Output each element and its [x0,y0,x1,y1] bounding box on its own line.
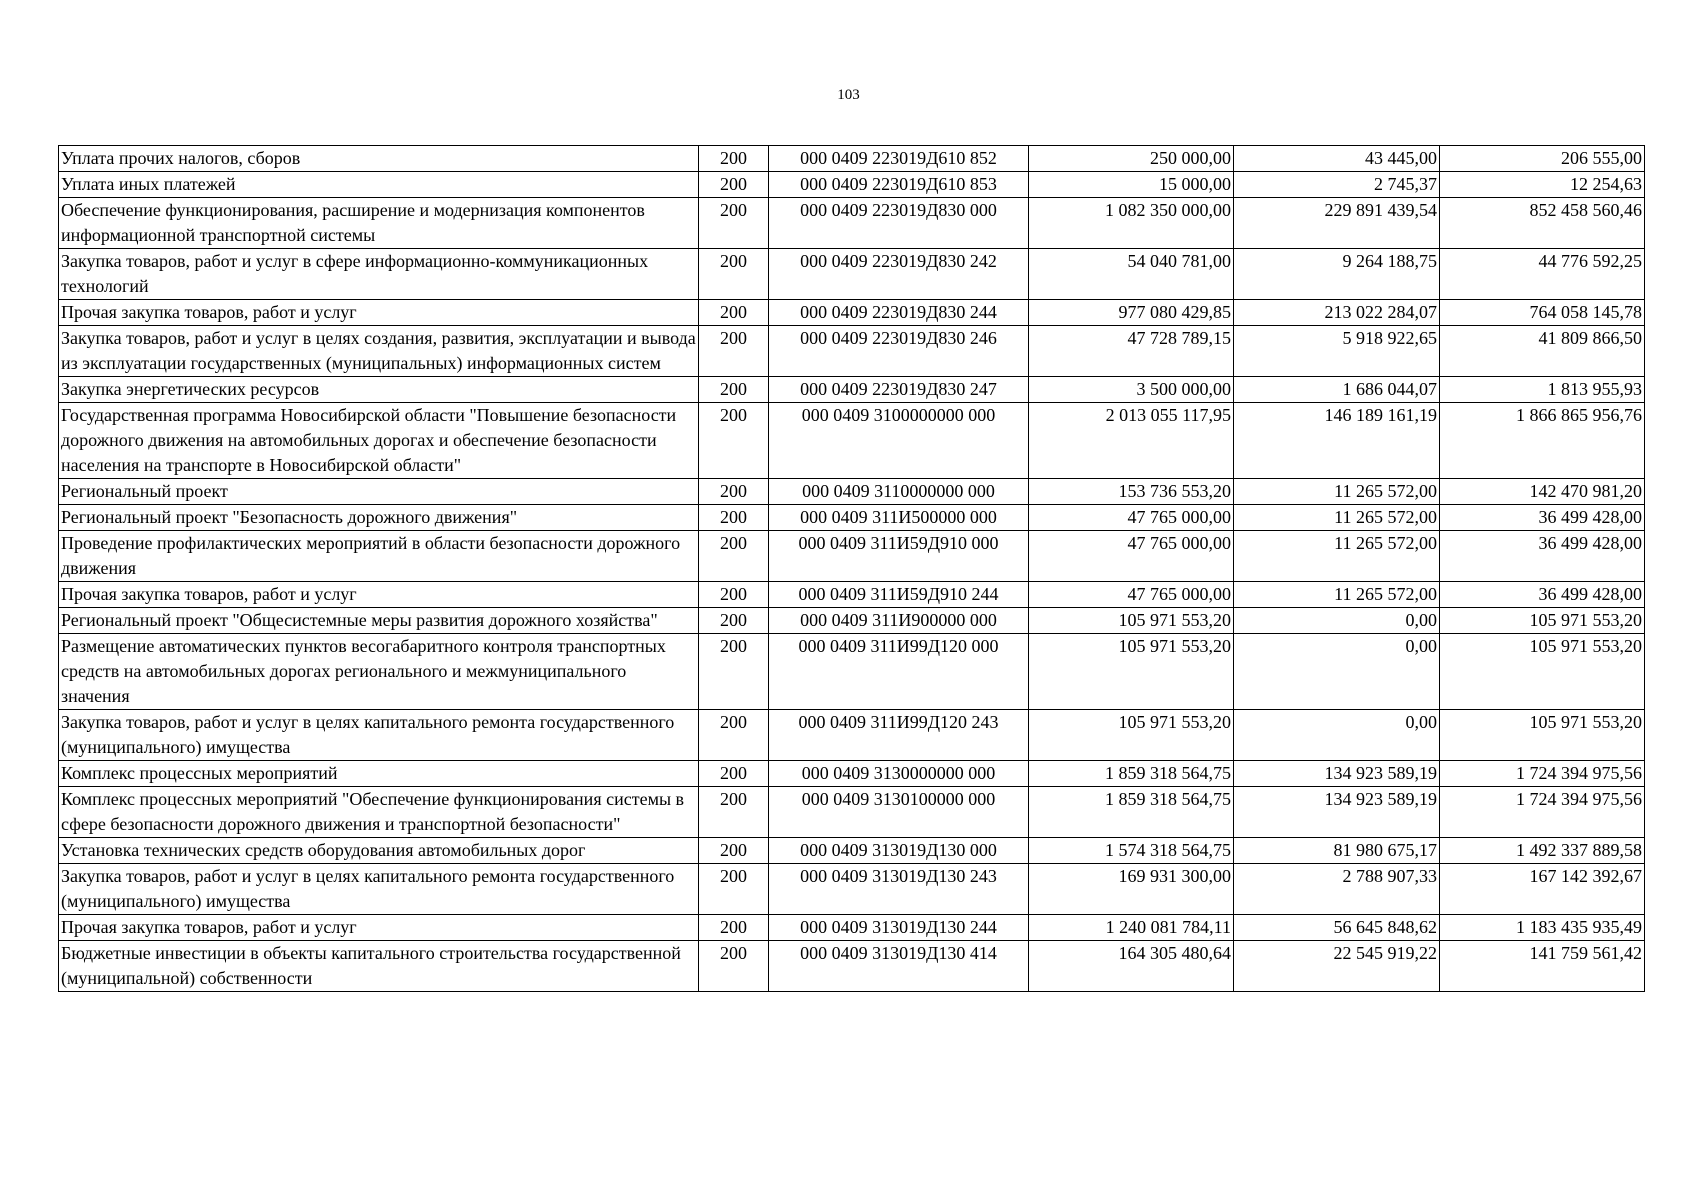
row-unexecuted-cell: 105 971 553,20 [1440,608,1645,634]
row-approved-cell: 977 080 429,85 [1029,300,1234,326]
table-row [59,634,1645,710]
table-row [59,941,1645,992]
row-code-cell: 200 [699,249,769,300]
row-name-cell: Закупка товаров, работ и услуг в сфере информационно-коммуникационных технологий [59,249,699,300]
table-row [59,249,1645,300]
table-row [59,838,1645,864]
row-approved-cell: 47 765 000,00 [1029,582,1234,608]
row-code-cell: 200 [699,710,769,761]
table-body [59,146,1645,992]
row-executed-cell: 134 923 589,19 [1234,787,1440,838]
page-number: 103 [837,87,860,103]
row-budget-code-cell: 000 0409 313019Д130 244 [769,915,1029,941]
row-approved-cell: 15 000,00 [1029,172,1234,198]
row-name-cell: Комплекс процессных мероприятий [59,761,699,787]
row-name-cell: Бюджетные инвестиции в объекты капитального строительства государственной (муниципальной) собственности [59,941,699,992]
row-approved-cell: 54 040 781,00 [1029,249,1234,300]
row-unexecuted-cell: 1 183 435 935,49 [1440,915,1645,941]
row-unexecuted-cell: 141 759 561,42 [1440,941,1645,992]
row-executed-cell: 2 788 907,33 [1234,864,1440,915]
table-row [59,146,1645,172]
row-budget-code-cell: 000 0409 223019Д830 244 [769,300,1029,326]
row-executed-cell: 5 918 922,65 [1234,326,1440,377]
row-approved-cell: 1 240 081 784,11 [1029,915,1234,941]
row-code-cell: 200 [699,761,769,787]
row-code-cell: 200 [699,787,769,838]
row-code-cell: 200 [699,198,769,249]
row-budget-code-cell: 000 0409 223019Д830 247 [769,377,1029,403]
row-budget-code-cell: 000 0409 311И900000 000 [769,608,1029,634]
row-executed-cell: 0,00 [1234,608,1440,634]
row-code-cell: 200 [699,582,769,608]
row-approved-cell: 105 971 553,20 [1029,634,1234,710]
row-unexecuted-cell: 44 776 592,25 [1440,249,1645,300]
row-code-cell: 200 [699,634,769,710]
row-approved-cell: 169 931 300,00 [1029,864,1234,915]
table-row [59,761,1645,787]
table-row [59,172,1645,198]
row-budget-code-cell: 000 0409 313019Д130 243 [769,864,1029,915]
row-name-cell: Региональный проект "Общесистемные меры развития дорожного хозяйства" [59,608,699,634]
row-approved-cell: 1 574 318 564,75 [1029,838,1234,864]
row-code-cell: 200 [699,146,769,172]
row-approved-cell: 47 765 000,00 [1029,505,1234,531]
row-unexecuted-cell: 105 971 553,20 [1440,710,1645,761]
row-code-cell: 200 [699,864,769,915]
row-unexecuted-cell: 142 470 981,20 [1440,479,1645,505]
row-budget-code-cell: 000 0409 311И500000 000 [769,505,1029,531]
row-name-cell: Региональный проект "Безопасность дорожного движения" [59,505,699,531]
row-code-cell: 200 [699,531,769,582]
row-name-cell: Комплекс процессных мероприятий "Обеспечение функционирования системы в сфере безопасности дорожного движения и транспортной безопасности" [59,787,699,838]
row-unexecuted-cell: 36 499 428,00 [1440,582,1645,608]
row-approved-cell: 47 728 789,15 [1029,326,1234,377]
table-row [59,377,1645,403]
row-executed-cell: 213 022 284,07 [1234,300,1440,326]
table-row [59,915,1645,941]
row-unexecuted-cell: 105 971 553,20 [1440,634,1645,710]
row-budget-code-cell: 000 0409 3100000000 000 [769,403,1029,479]
row-name-cell: Установка технических средств оборудования автомобильных дорог [59,838,699,864]
row-name-cell: Обеспечение функционирования, расширение и модернизация компонентов информационной транспортной системы [59,198,699,249]
row-approved-cell: 164 305 480,64 [1029,941,1234,992]
row-unexecuted-cell: 1 724 394 975,56 [1440,787,1645,838]
row-code-cell: 200 [699,505,769,531]
row-name-cell: Закупка товаров, работ и услуг в целях создания, развития, эксплуатации и вывода из эксплуатации государственных (муниципальных) информационных систем [59,326,699,377]
table-row [59,787,1645,838]
row-budget-code-cell: 000 0409 223019Д830 246 [769,326,1029,377]
row-budget-code-cell: 000 0409 311И99Д120 243 [769,710,1029,761]
row-unexecuted-cell: 1 866 865 956,76 [1440,403,1645,479]
row-unexecuted-cell: 1 492 337 889,58 [1440,838,1645,864]
row-executed-cell: 11 265 572,00 [1234,582,1440,608]
row-name-cell: Закупка энергетических ресурсов [59,377,699,403]
row-budget-code-cell: 000 0409 223019Д610 853 [769,172,1029,198]
row-code-cell: 200 [699,172,769,198]
row-budget-code-cell: 000 0409 223019Д830 000 [769,198,1029,249]
table-row [59,326,1645,377]
row-code-cell: 200 [699,941,769,992]
row-executed-cell: 56 645 848,62 [1234,915,1440,941]
table-row [59,710,1645,761]
row-code-cell: 200 [699,403,769,479]
row-code-cell: 200 [699,326,769,377]
row-unexecuted-cell: 764 058 145,78 [1440,300,1645,326]
row-unexecuted-cell: 167 142 392,67 [1440,864,1645,915]
row-code-cell: 200 [699,838,769,864]
row-name-cell: Прочая закупка товаров, работ и услуг [59,582,699,608]
row-budget-code-cell: 000 0409 311И59Д910 244 [769,582,1029,608]
table-row [59,505,1645,531]
row-approved-cell: 1 082 350 000,00 [1029,198,1234,249]
row-executed-cell: 146 189 161,19 [1234,403,1440,479]
table-row [59,403,1645,479]
row-approved-cell: 153 736 553,20 [1029,479,1234,505]
row-executed-cell: 81 980 675,17 [1234,838,1440,864]
row-approved-cell: 1 859 318 564,75 [1029,787,1234,838]
row-executed-cell: 43 445,00 [1234,146,1440,172]
row-executed-cell: 11 265 572,00 [1234,505,1440,531]
row-code-cell: 200 [699,377,769,403]
row-approved-cell: 3 500 000,00 [1029,377,1234,403]
row-budget-code-cell: 000 0409 3130100000 000 [769,787,1029,838]
row-executed-cell: 9 264 188,75 [1234,249,1440,300]
row-unexecuted-cell: 12 254,63 [1440,172,1645,198]
row-executed-cell: 11 265 572,00 [1234,479,1440,505]
row-name-cell: Проведение профилактических мероприятий в области безопасности дорожного движения [59,531,699,582]
row-name-cell: Прочая закупка товаров, работ и услуг [59,915,699,941]
table-row [59,864,1645,915]
row-approved-cell: 105 971 553,20 [1029,608,1234,634]
row-executed-cell: 0,00 [1234,710,1440,761]
row-name-cell: Закупка товаров, работ и услуг в целях капитального ремонта государственного (муниципального) имущества [59,710,699,761]
row-name-cell: Региональный проект [59,479,699,505]
row-executed-cell: 134 923 589,19 [1234,761,1440,787]
row-executed-cell: 22 545 919,22 [1234,941,1440,992]
row-unexecuted-cell: 206 555,00 [1440,146,1645,172]
table-row [59,608,1645,634]
row-name-cell: Уплата прочих налогов, сборов [59,146,699,172]
row-unexecuted-cell: 1 724 394 975,56 [1440,761,1645,787]
row-approved-cell: 2 013 055 117,95 [1029,403,1234,479]
row-name-cell: Государственная программа Новосибирской области "Повышение безопасности дорожного движения на автомобильных дорогах и обеспечение безопасности населения на транспорте в Новосибирской области" [59,403,699,479]
row-approved-cell: 250 000,00 [1029,146,1234,172]
row-unexecuted-cell: 36 499 428,00 [1440,531,1645,582]
table-row [59,300,1645,326]
row-name-cell: Закупка товаров, работ и услуг в целях капитального ремонта государственного (муниципального) имущества [59,864,699,915]
row-executed-cell: 229 891 439,54 [1234,198,1440,249]
row-budget-code-cell: 000 0409 223019Д610 852 [769,146,1029,172]
row-budget-code-cell: 000 0409 311И59Д910 000 [769,531,1029,582]
row-executed-cell: 0,00 [1234,634,1440,710]
row-executed-cell: 1 686 044,07 [1234,377,1440,403]
row-name-cell: Уплата иных платежей [59,172,699,198]
row-budget-code-cell: 000 0409 3130000000 000 [769,761,1029,787]
table-row [59,531,1645,582]
row-code-cell: 200 [699,479,769,505]
row-executed-cell: 11 265 572,00 [1234,531,1440,582]
row-unexecuted-cell: 1 813 955,93 [1440,377,1645,403]
row-name-cell: Размещение автоматических пунктов весогабаритного контроля транспортных средств на автомобильных дорогах регионального и межмуниципального значения [59,634,699,710]
row-code-cell: 200 [699,300,769,326]
row-budget-code-cell: 000 0409 311И99Д120 000 [769,634,1029,710]
row-code-cell: 200 [699,608,769,634]
row-budget-code-cell: 000 0409 313019Д130 000 [769,838,1029,864]
row-approved-cell: 47 765 000,00 [1029,531,1234,582]
table-row [59,198,1645,249]
row-unexecuted-cell: 41 809 866,50 [1440,326,1645,377]
row-budget-code-cell: 000 0409 223019Д830 242 [769,249,1029,300]
row-code-cell: 200 [699,915,769,941]
row-executed-cell: 2 745,37 [1234,172,1440,198]
row-unexecuted-cell: 36 499 428,00 [1440,505,1645,531]
budget-execution-table [58,145,1645,992]
row-approved-cell: 105 971 553,20 [1029,710,1234,761]
row-name-cell: Прочая закупка товаров, работ и услуг [59,300,699,326]
row-unexecuted-cell: 852 458 560,46 [1440,198,1645,249]
row-approved-cell: 1 859 318 564,75 [1029,761,1234,787]
table-row [59,479,1645,505]
row-budget-code-cell: 000 0409 313019Д130 414 [769,941,1029,992]
table-row [59,582,1645,608]
row-budget-code-cell: 000 0409 3110000000 000 [769,479,1029,505]
